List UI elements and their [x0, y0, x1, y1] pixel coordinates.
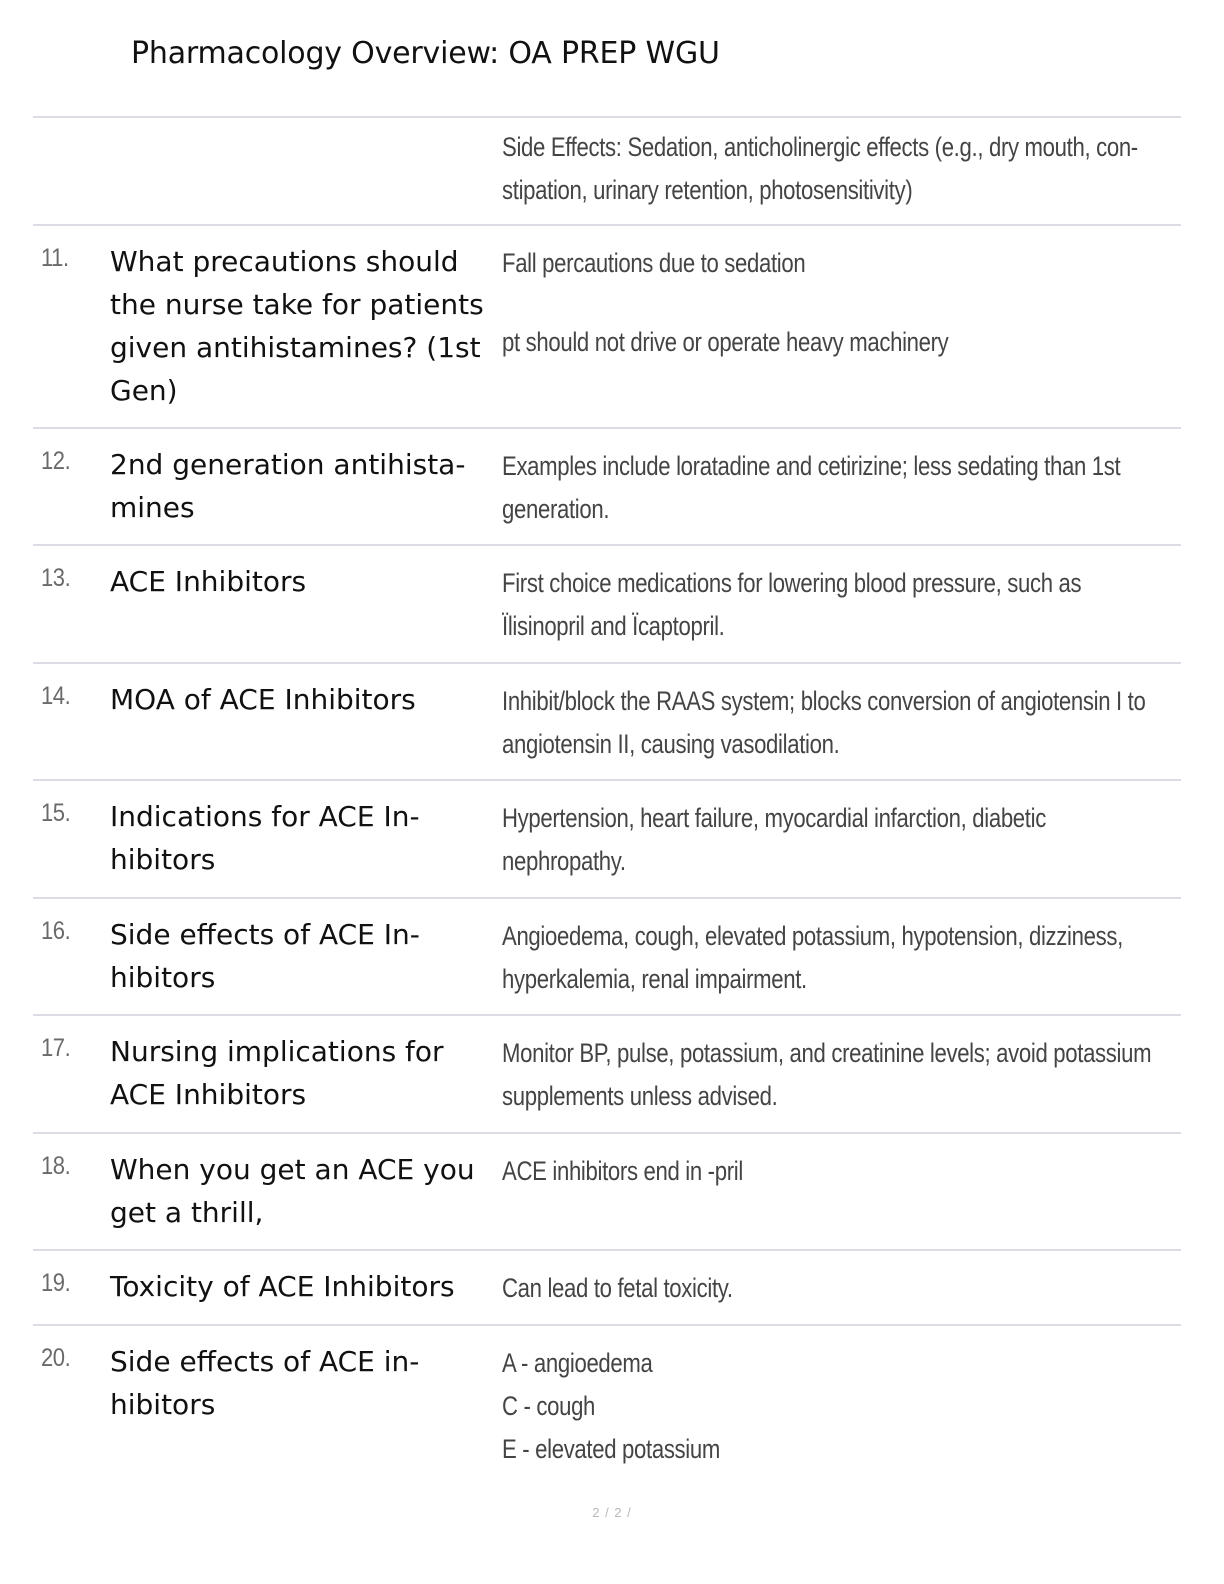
definition-line: Inhibit/block the RAAS system; blocks conversion of angiotensin I to [502, 686, 1146, 716]
table-row [33, 664, 1181, 781]
definition-line: Angioedema, cough, elevated potassium, hypotension, dizziness, [502, 921, 1123, 951]
row-definition [502, 1032, 1152, 1118]
row-term: ACE Inhibitors [110, 565, 307, 598]
definition-line: A - angioedema [502, 1348, 653, 1378]
definition-line: supplements unless advised. [502, 1081, 778, 1111]
row-term: What precautions should the nurse take for patients given antihistamines? (1st Gen) [110, 245, 484, 407]
definition-line: angiotensin II, causing vasodilation. [502, 729, 840, 759]
table-row [33, 429, 1181, 546]
row-term: Side effects of ACE In- hibitors [110, 918, 420, 994]
definition-spacer [502, 285, 1092, 321]
definition-line: generation. [502, 494, 610, 524]
table-row [33, 1134, 1181, 1251]
row-term: When you get an ACE you get a thrill, [110, 1153, 475, 1229]
table-row [33, 781, 1181, 899]
row-number: 16. [41, 917, 71, 945]
table-row [33, 546, 1181, 664]
row-definition [502, 1267, 1092, 1310]
row-term: MOA of ACE Inhibitors [110, 683, 416, 716]
definition-line: stipation, urinary retention, photosensitivity) [502, 175, 913, 205]
row-number: 13. [41, 564, 71, 592]
row-number: 14. [41, 682, 71, 710]
row-definition [502, 242, 1092, 364]
row-number: 19. [41, 1269, 71, 1297]
flashcard-table [33, 116, 1181, 1486]
definition-line: ACE inhibitors end in -pril [502, 1156, 743, 1186]
page-title: Pharmacology Overview: OA PREP WGU [131, 36, 720, 71]
definition-line: Hypertension, heart failure, myocardial infarction, diabetic [502, 803, 1046, 833]
page-number-footer: 2 / 2 / [592, 1505, 632, 1520]
definition-line: E - elevated potassium [502, 1434, 720, 1464]
table-row [33, 1251, 1181, 1326]
row-number: 15. [41, 799, 71, 827]
row-definition [502, 1150, 1092, 1193]
row-number: 12. [41, 447, 71, 475]
definition-line: Fall percautions due to sedation [502, 248, 806, 278]
definition-line: Monitor BP, pulse, potassium, and creatinine levels; avoid potassium [502, 1038, 1152, 1068]
row-term: 2nd generation antihista- mines [110, 448, 466, 524]
row-number: 20. [41, 1344, 71, 1372]
row-number: 11. [41, 244, 69, 272]
table-row [33, 226, 1181, 429]
row-definition [502, 1342, 1092, 1471]
row-number: 17. [41, 1034, 71, 1062]
row-term: Nursing implications for ACE Inhibitors [110, 1035, 444, 1111]
row-term: Toxicity of ACE Inhibitors [110, 1270, 455, 1303]
row-definition [502, 797, 1092, 883]
row-definition [502, 680, 1146, 766]
table-row [33, 899, 1181, 1016]
definition-line: nephropathy. [502, 846, 626, 876]
table-row [33, 1326, 1181, 1486]
definition-line: Can lead to fetal toxicity. [502, 1273, 733, 1303]
definition-line: Ïlisinopril and Ïcaptopril. [502, 611, 725, 641]
definition-line: Side Effects: Sedation, anticholinergic effects (e.g., dry mouth, con- [502, 132, 1138, 162]
table-row [33, 1016, 1181, 1134]
row-definition [502, 915, 1123, 1001]
row-definition [502, 126, 1138, 212]
definition-line: pt should not drive or operate heavy machinery [502, 327, 949, 357]
row-definition [502, 562, 1092, 648]
row-term: Indications for ACE In- hibitors [110, 800, 420, 876]
table-row [33, 118, 1181, 226]
definition-line: Examples include loratadine and cetirizine; less sedating than 1st [502, 451, 1121, 481]
row-term: Side effects of ACE in- hibitors [110, 1345, 420, 1421]
row-definition [502, 445, 1121, 531]
row-number: 18. [41, 1152, 71, 1180]
definition-line: First choice medications for lowering blood pressure, such as [502, 568, 1082, 598]
definition-line: hyperkalemia, renal impairment. [502, 964, 807, 994]
definition-line: C - cough [502, 1391, 596, 1421]
